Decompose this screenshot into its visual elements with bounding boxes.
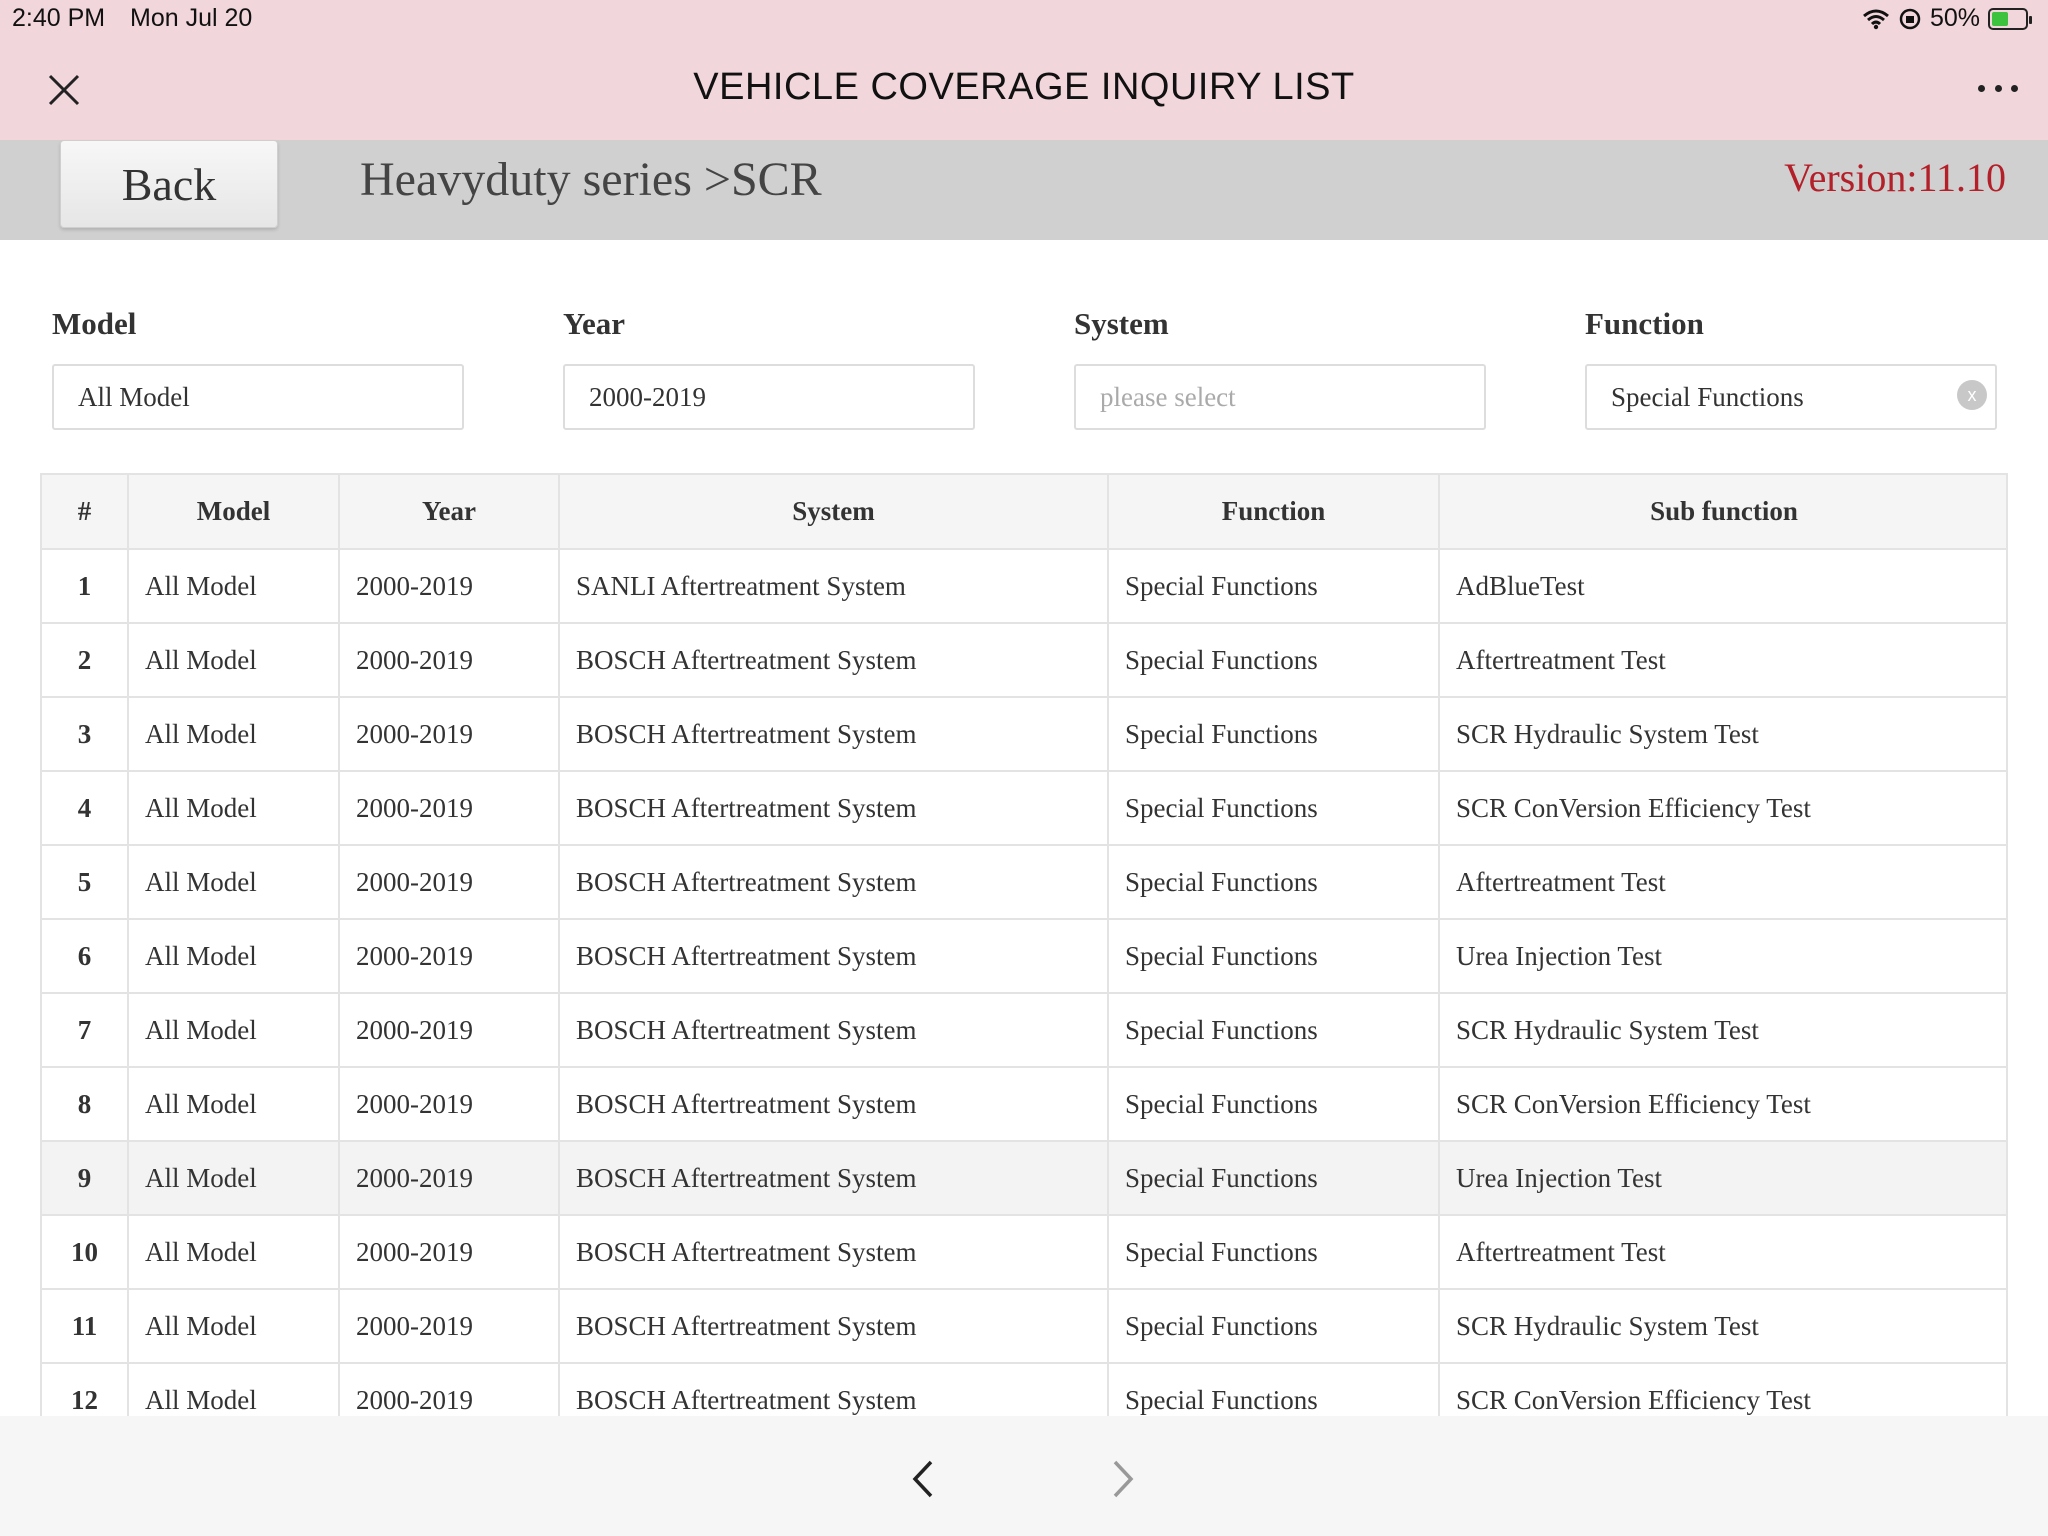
col-model-cell: All Model: [128, 1289, 339, 1363]
col-sub-function-cell: SCR ConVersion Efficiency Test: [1439, 771, 2008, 845]
col-sub-function-cell: SCR ConVersion Efficiency Test: [1439, 1363, 2008, 1416]
col-number-cell: 5: [42, 845, 128, 919]
table-header-row: [42, 475, 2008, 549]
table-row[interactable]: [42, 1363, 2008, 1416]
col-model-cell: All Model: [128, 1363, 339, 1416]
col-function-cell: Special Functions: [1108, 993, 1439, 1067]
col-system-cell: BOSCH Aftertreatment System: [559, 771, 1108, 845]
coverage-table: [40, 473, 2008, 1416]
year-filter: [563, 306, 975, 430]
col-number-header: #: [42, 475, 128, 549]
chevron-left-icon[interactable]: [905, 1454, 941, 1504]
table-row[interactable]: [42, 993, 2008, 1067]
col-model-cell: All Model: [128, 623, 339, 697]
col-year-cell: 2000-2019: [339, 1363, 559, 1416]
col-model-header: Model: [128, 475, 339, 549]
col-number-cell: 3: [42, 697, 128, 771]
col-function-cell: Special Functions: [1108, 1067, 1439, 1141]
col-system-cell: BOSCH Aftertreatment System: [559, 623, 1108, 697]
table-row[interactable]: [42, 771, 2008, 845]
col-function-cell: Special Functions: [1108, 1289, 1439, 1363]
col-year-cell: 2000-2019: [339, 1067, 559, 1141]
col-number-cell: 7: [42, 993, 128, 1067]
col-function-cell: Special Functions: [1108, 845, 1439, 919]
col-model-cell: All Model: [128, 697, 339, 771]
col-function-cell: Special Functions: [1108, 1215, 1439, 1289]
col-model-cell: All Model: [128, 1067, 339, 1141]
table-row[interactable]: [42, 1215, 2008, 1289]
app-bar: [0, 0, 2048, 140]
col-year-cell: 2000-2019: [339, 697, 559, 771]
col-sub-function-cell: Urea Injection Test: [1439, 1141, 2008, 1215]
table-row[interactable]: [42, 1289, 2008, 1363]
col-year-cell: 2000-2019: [339, 623, 559, 697]
function-filter: [1585, 306, 1997, 430]
col-year-cell: 2000-2019: [339, 1215, 559, 1289]
col-function-cell: Special Functions: [1108, 771, 1439, 845]
col-system-cell: BOSCH Aftertreatment System: [559, 1363, 1108, 1416]
table-row[interactable]: [42, 1141, 2008, 1215]
system-select[interactable]: please select: [1074, 364, 1486, 430]
col-number-cell: 8: [42, 1067, 128, 1141]
col-system-cell: BOSCH Aftertreatment System: [559, 993, 1108, 1067]
function-select[interactable]: [1585, 364, 1997, 430]
system-filter: [1074, 306, 1486, 430]
status-date: Mon Jul 20: [130, 4, 253, 32]
col-function-header: Function: [1108, 475, 1439, 549]
more-options-icon[interactable]: [1978, 78, 2018, 98]
col-function-cell: Special Functions: [1108, 919, 1439, 993]
col-number-cell: 2: [42, 623, 128, 697]
col-system-cell: BOSCH Aftertreatment System: [559, 1067, 1108, 1141]
col-sub-function-cell: SCR Hydraulic System Test: [1439, 1289, 2008, 1363]
col-sub-function-cell: Aftertreatment Test: [1439, 845, 2008, 919]
col-model-cell: All Model: [128, 549, 339, 623]
col-sub-function-cell: Aftertreatment Test: [1439, 1215, 2008, 1289]
battery-icon: [1988, 8, 2028, 30]
system-filter-label: System: [1074, 306, 1169, 341]
table-row[interactable]: [42, 623, 2008, 697]
status-indicators: [1862, 4, 2028, 33]
model-select[interactable]: All Model: [52, 364, 464, 430]
col-system-cell: SANLI Aftertreatment System: [559, 549, 1108, 623]
col-number-cell: 11: [42, 1289, 128, 1363]
table-row[interactable]: [42, 1067, 2008, 1141]
version-label: Version:11.10: [1784, 155, 2006, 200]
model-filter-label: Model: [52, 306, 137, 341]
chevron-right-icon[interactable]: [1105, 1454, 1141, 1504]
orientation-lock-icon: [1898, 7, 1922, 31]
col-year-cell: 2000-2019: [339, 549, 559, 623]
col-sub-function-cell: SCR ConVersion Efficiency Test: [1439, 1067, 2008, 1141]
col-model-cell: All Model: [128, 919, 339, 993]
col-function-cell: Special Functions: [1108, 697, 1439, 771]
col-function-cell: Special Functions: [1108, 1363, 1439, 1416]
col-sub-function-cell: Urea Injection Test: [1439, 919, 2008, 993]
back-button[interactable]: Back: [60, 140, 278, 228]
function-select-value: Special Functions: [1611, 381, 1804, 412]
col-sub-function-cell: Aftertreatment Test: [1439, 623, 2008, 697]
col-year-cell: 2000-2019: [339, 845, 559, 919]
col-system-cell: BOSCH Aftertreatment System: [559, 1141, 1108, 1215]
year-select[interactable]: 2000-2019: [563, 364, 975, 430]
col-number-cell: 12: [42, 1363, 128, 1416]
model-filter: [52, 306, 464, 430]
table-row[interactable]: [42, 549, 2008, 623]
col-function-cell: Special Functions: [1108, 549, 1439, 623]
col-sub-function-header: Sub function: [1439, 475, 2008, 549]
col-year-cell: 2000-2019: [339, 1289, 559, 1363]
col-year-cell: 2000-2019: [339, 771, 559, 845]
col-system-cell: BOSCH Aftertreatment System: [559, 1289, 1108, 1363]
table-row[interactable]: [42, 845, 2008, 919]
col-sub-function-cell: SCR Hydraulic System Test: [1439, 697, 2008, 771]
breadcrumb: Heavyduty series >SCR: [360, 153, 822, 206]
pagination-bar: [0, 1416, 2048, 1536]
header-bar: [0, 140, 2048, 240]
col-sub-function-cell: AdBlueTest: [1439, 549, 2008, 623]
col-function-cell: Special Functions: [1108, 1141, 1439, 1215]
col-system-cell: BOSCH Aftertreatment System: [559, 1215, 1108, 1289]
col-number-cell: 10: [42, 1215, 128, 1289]
col-sub-function-cell: SCR Hydraulic System Test: [1439, 993, 2008, 1067]
wifi-icon: [1862, 8, 1890, 30]
col-system-cell: BOSCH Aftertreatment System: [559, 845, 1108, 919]
col-model-cell: All Model: [128, 1141, 339, 1215]
col-model-cell: All Model: [128, 845, 339, 919]
col-function-cell: Special Functions: [1108, 623, 1439, 697]
col-year-cell: 2000-2019: [339, 919, 559, 993]
col-model-cell: All Model: [128, 993, 339, 1067]
col-model-cell: All Model: [128, 1215, 339, 1289]
table-row[interactable]: [42, 919, 2008, 993]
table-row[interactable]: [42, 697, 2008, 771]
status-time: 2:40 PM: [12, 4, 106, 32]
battery-percent: 50%: [1929, 4, 1980, 32]
col-year-header: Year: [339, 475, 559, 549]
col-number-cell: 4: [42, 771, 128, 845]
col-system-cell: BOSCH Aftertreatment System: [559, 697, 1108, 771]
col-system-cell: BOSCH Aftertreatment System: [559, 919, 1108, 993]
clear-icon[interactable]: x: [1957, 380, 1987, 410]
col-number-cell: 1: [42, 549, 128, 623]
col-number-cell: 9: [42, 1141, 128, 1215]
col-number-cell: 6: [42, 919, 128, 993]
year-filter-label: Year: [563, 306, 625, 341]
col-year-cell: 2000-2019: [339, 993, 559, 1067]
col-model-cell: All Model: [128, 771, 339, 845]
page-title: VEHICLE COVERAGE INQUIRY LIST: [693, 66, 1355, 108]
col-year-cell: 2000-2019: [339, 1141, 559, 1215]
col-system-header: System: [559, 475, 1108, 549]
function-filter-label: Function: [1585, 306, 1704, 341]
